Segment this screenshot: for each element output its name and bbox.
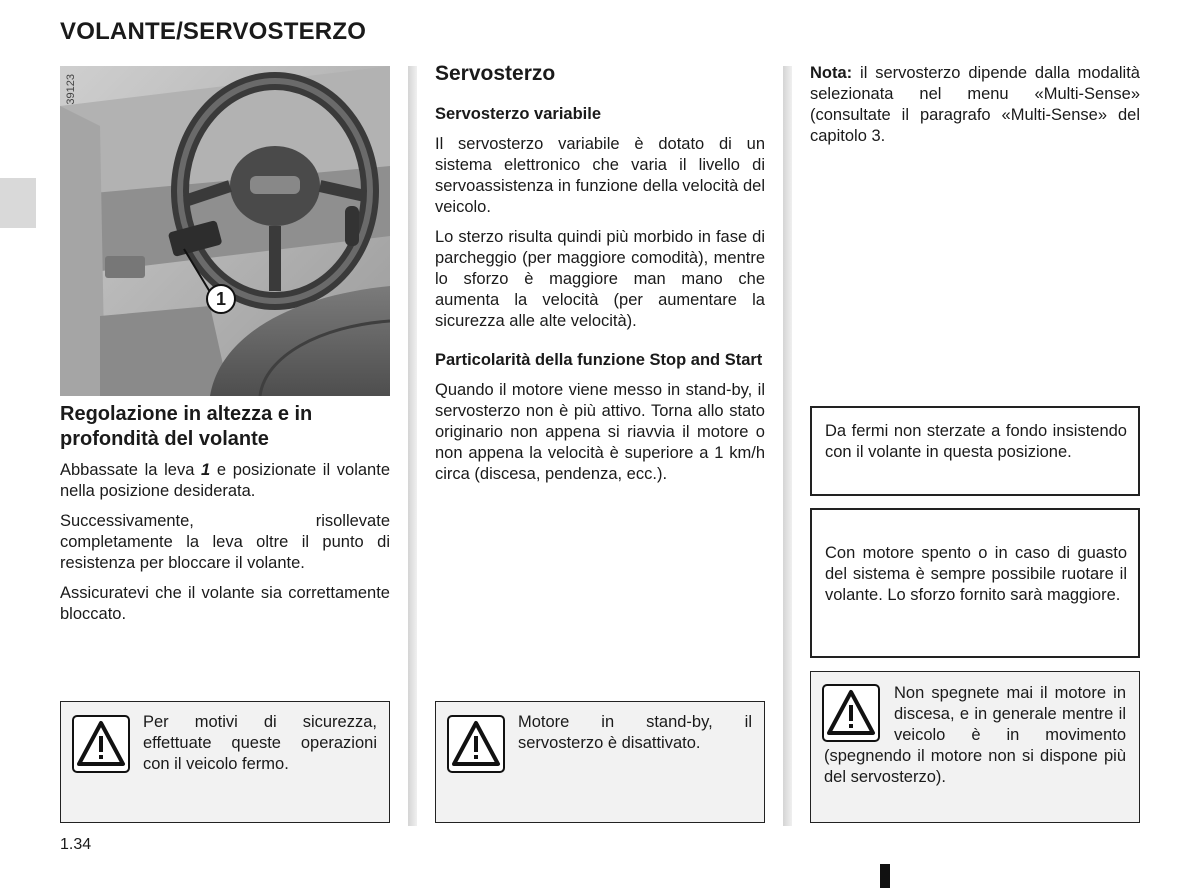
warning-triangle-icon	[447, 715, 505, 773]
warning-text	[824, 683, 1126, 788]
text-run: e posizionate il volante nella posizione desiderata.	[60, 461, 390, 500]
paragraph: Quando il motore viene messo in stand-by, il servosterzo non è più attivo. Torna allo stato originario non appena si riavvia il motore o non appena la velocità è superiore a 1 km/h circa (discesa, pendenza, ecc.).	[435, 381, 765, 483]
page-number: 1.34	[60, 836, 92, 853]
subheading: Particolarità della funzione Stop and Start	[435, 351, 763, 369]
section-title: Servosterzo	[435, 62, 556, 85]
note-label: Nota:	[810, 64, 853, 82]
chapter-tab	[0, 178, 36, 228]
callout-label: 1	[206, 284, 236, 314]
page-title: VOLANTE/SERVOSTERZO	[60, 18, 367, 45]
paragraph: Lo sterzo risulta quindi più morbido in fase di parcheggio (per maggiore comodità), mentre lo sforzo è maggiore man mano che aumenta la velocità (per aumentare la sicurezza alle alte velocità).	[435, 228, 765, 330]
warning-triangle-icon	[72, 715, 130, 773]
descent-warning-box	[810, 671, 1140, 823]
safety-warning-box	[60, 701, 390, 823]
warning-text-run: Non spegnete mai il motore in discesa, e in generale mentre il veicolo è in movimento (spegnendo il motore non si dispone più del servosterzo).	[824, 684, 1126, 786]
column-separator-1	[408, 66, 417, 826]
column-separator-2	[783, 66, 792, 826]
paragraph: Successivamente, risollevate completamente la leva oltre il punto di resistenza per bloccare il volante.	[60, 512, 390, 572]
info-text: Con motore spento o in caso di guasto del sistema è sempre possibile ruotare il volante. Lo sforzo fornito sarà maggiore.	[825, 544, 1127, 604]
figure-id: 39123	[65, 74, 77, 105]
steering-wheel-photo	[60, 66, 390, 396]
page-marker	[880, 864, 890, 888]
paragraph: Il servosterzo variabile è dotato di un sistema elettronico che varia il livello di servoassistenza in funzione della velocità del veicolo.	[435, 135, 765, 216]
lever-ref: 1	[201, 461, 211, 479]
text-run: Abbassate la leva	[60, 461, 202, 479]
info-box-engine-off	[810, 508, 1140, 658]
warning-text: Per motivi di sicurezza, effettuate queste operazioni con il veicolo fermo.	[143, 713, 377, 773]
column-2-text	[435, 62, 765, 485]
warning-text: Motore in stand-by, il servosterzo è disattivato.	[518, 713, 752, 752]
note-paragraph	[810, 63, 1140, 147]
paragraph	[60, 460, 390, 502]
paragraph: Assicuratevi che il volante sia correttamente bloccato.	[60, 584, 390, 623]
note-text: il servosterzo dipende dalla modalità selezionata nel menu «Multi-Sense» (consultate il paragrafo «Multi-Sense» del capitolo 3.	[810, 64, 1140, 145]
subheading: Servosterzo variabile	[435, 105, 601, 123]
column-1-text	[60, 402, 390, 625]
info-box-steering	[810, 406, 1140, 496]
section-heading: Regolazione in altezza e in profondità del volante	[60, 403, 313, 450]
standby-warning-box	[435, 701, 765, 823]
info-text: Da fermi non sterzate a fondo insistendo con il volante in questa posizione.	[825, 422, 1127, 461]
icon-spacer	[824, 683, 894, 745]
